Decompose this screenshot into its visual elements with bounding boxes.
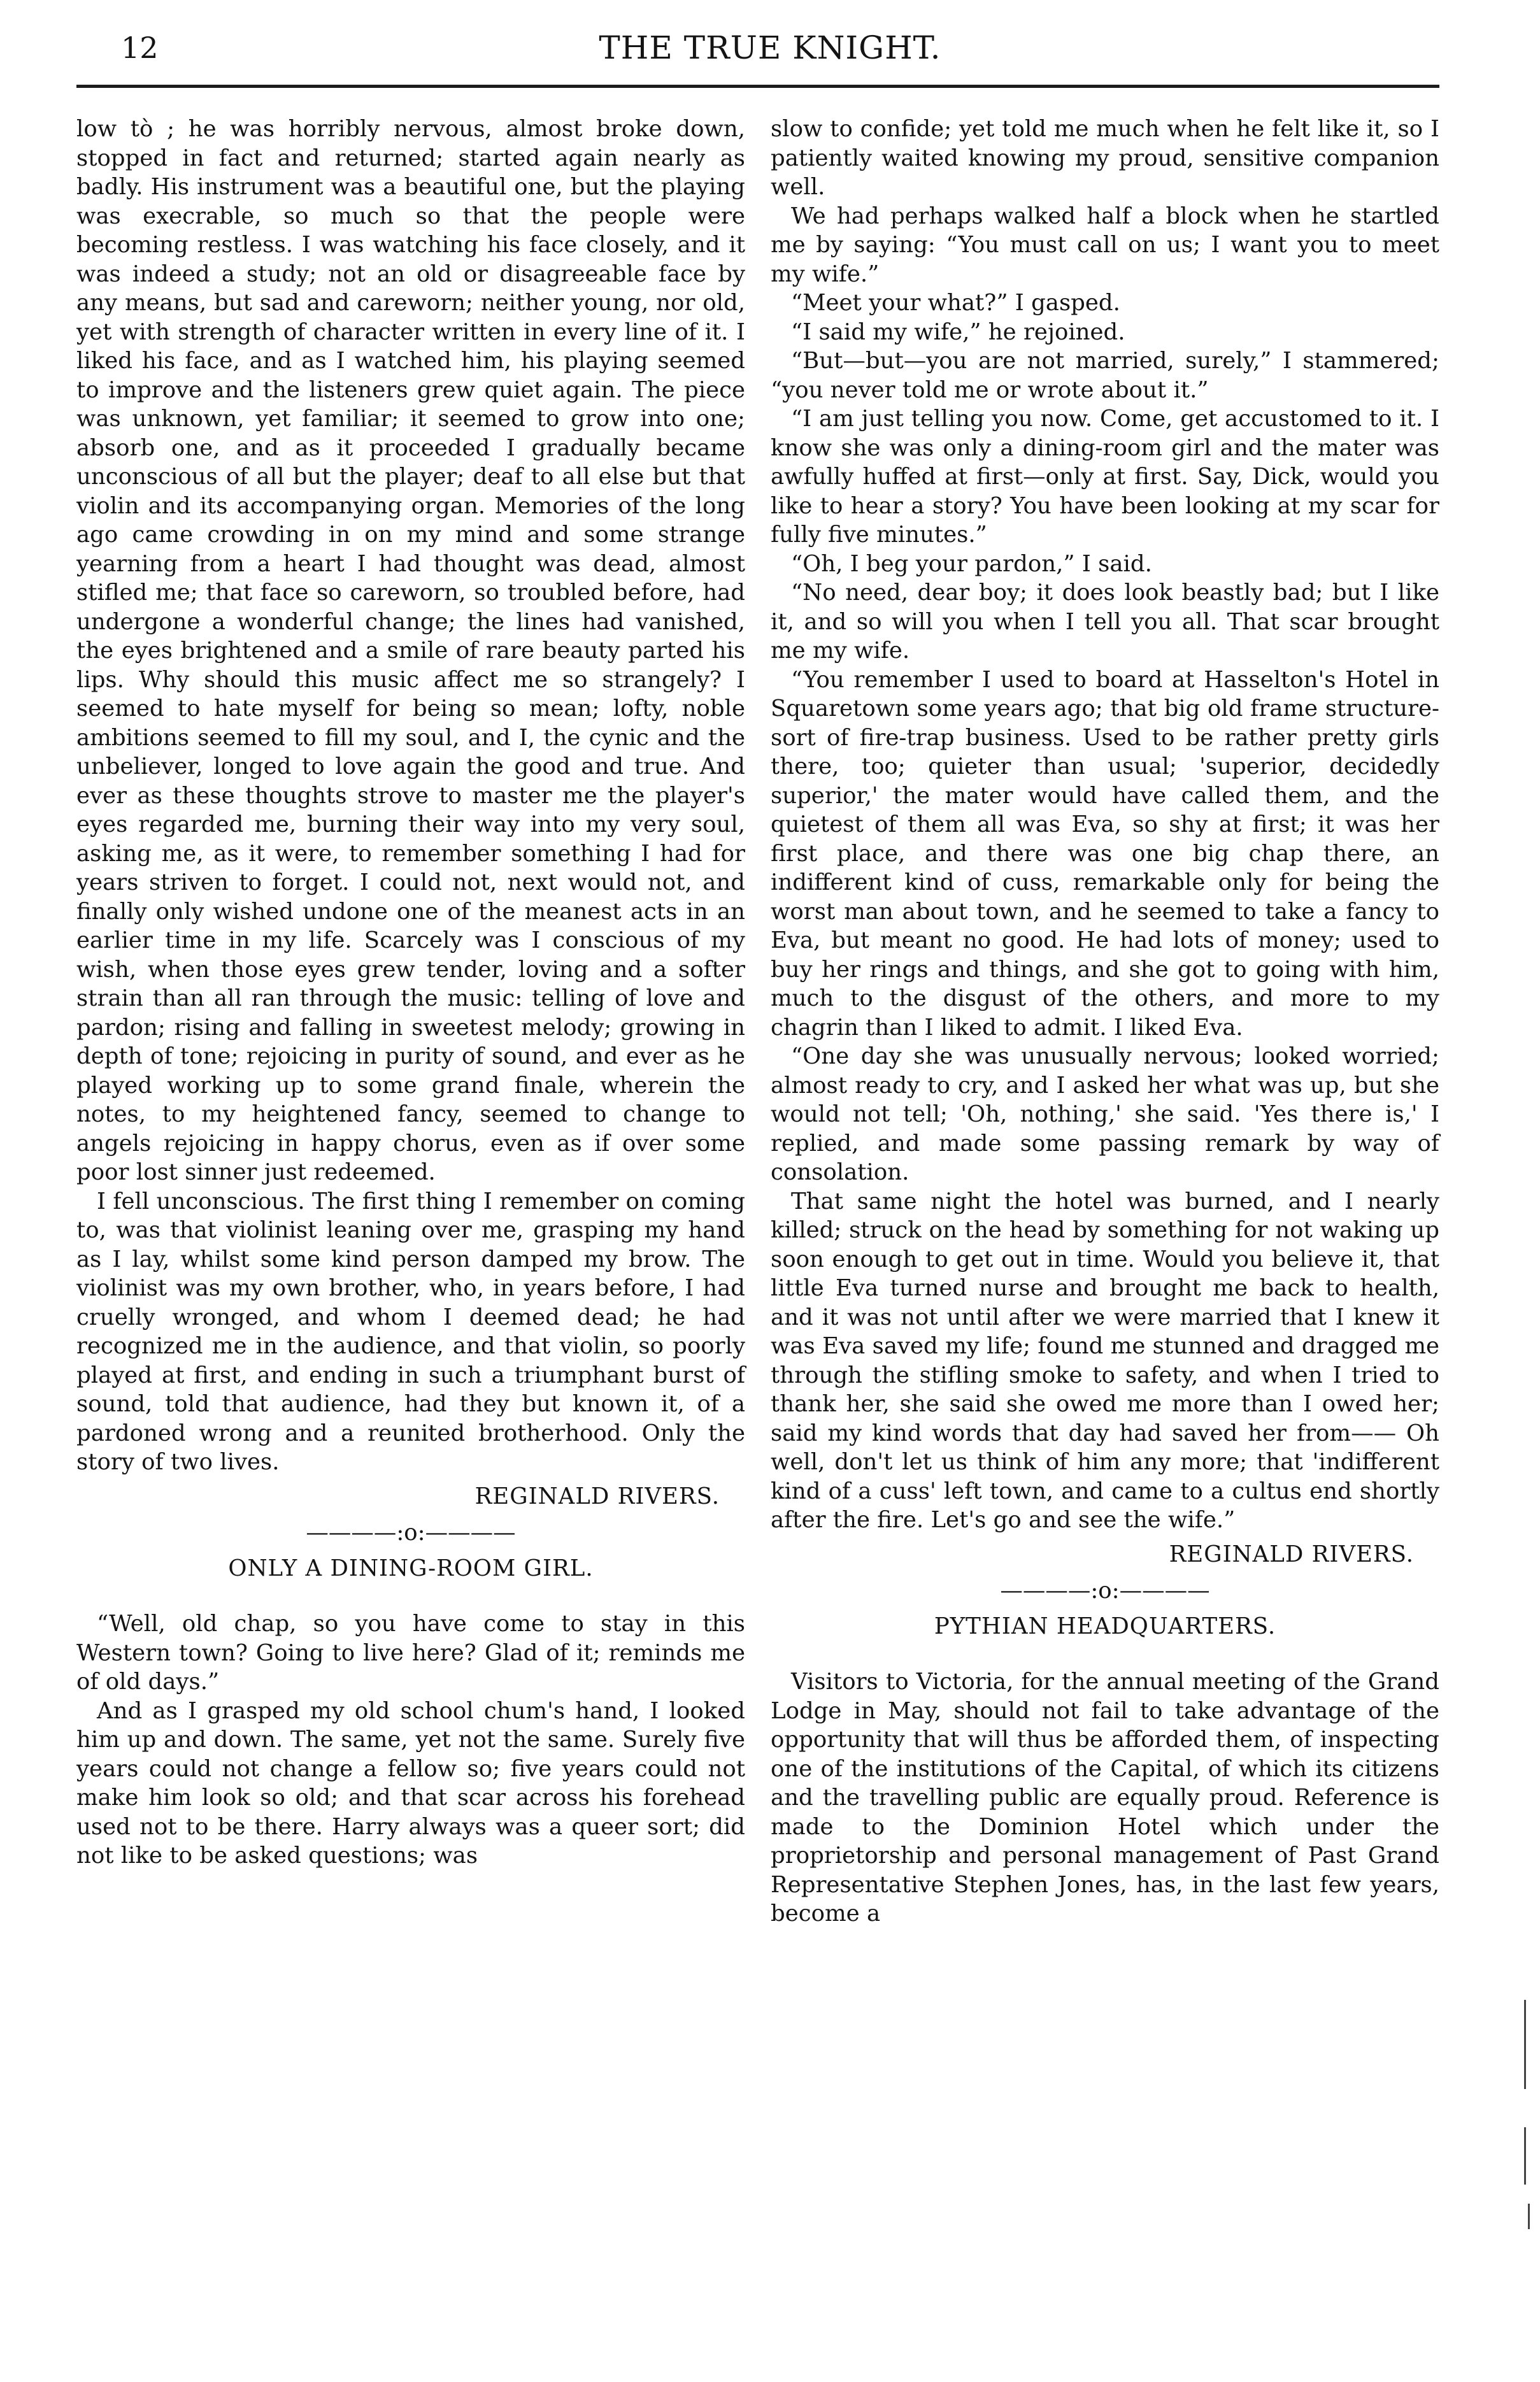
story2-paragraph: slow to confide; yet told me much when he felt like it, so I patiently waited knowing my proud, sensitive companion well. — [771, 116, 1439, 200]
story2-paragraph: And as I grasped my old school chum's hand, I looked him up and down. The same, yet not the same. Surely five years could not change a fellow so; five years could not make him look so old; and that scar across his forehead used not to be there. Harry always was a queer sort; did not like to be asked questions; was — [76, 1697, 745, 1869]
story2-paragraph: We had perhaps walked half a block when he startled me by saying: “You must call on us; I want you to meet my wife.” — [771, 203, 1439, 287]
story1-paragraph: I fell unconscious. The first thing I remember on coming to, was that violinist leaning over me, grasping my hand as I lay, whilst some kind person damped my brow. The violinist was my own brother, who, in years before, I had cruelly wronged, and whom I deemed dead; he had recognized me in the audience, and that violin, so poorly played at first, and ending in such a triumphant burst of sound, told that audience, had they but known it, of a pardoned wrong and a reunited brotherhood. Only the story of two lives. — [76, 1188, 745, 1475]
scan-edge-marks — [1519, 1974, 1538, 2331]
story2-paragraph: “I said my wife,” he rejoined. — [791, 318, 1125, 345]
section-separator — [771, 1576, 1439, 1606]
separator-text: ————:o:———— — [306, 1520, 516, 1546]
story2-paragraph: “Well, old chap, so you have come to stay in this Western town? Going to live here? Glad of it; reminds me of old days.” — [76, 1611, 745, 1695]
story2-paragraph: “But—but—you are not married, surely,” I stammered; “you never told me or wrote about it.” — [771, 348, 1439, 403]
story2-paragraph: That same night the hotel was burned, and I nearly killed; struck on the head by something for not waking up soon enough to get out in time. Would you believe it, that little Eva turned nurse and brought me back to health, and it was not until after we were married that I knew it was Eva saved my life; found me stunned and dragged me through the stifling smoke to safety, and when I tried to thank her, she said she owed me more than I owed her; said my kind words that day had saved her from—— Oh well, don't let us think of him any more; that 'indifferent kind of a cuss' left town, and came to a cultus end shortly after the fire. Let's go and see the wife.” — [771, 1188, 1439, 1533]
story2-paragraph: “No need, dear boy; it does look beastly bad; but I like it, and so will you when I tell you all. That scar brought me my wife. — [771, 580, 1439, 664]
story2-paragraph: “I am just telling you now. Come, get accustomed to it. I know she was only a dining-room girl and the mater was awfully huffed at first—only at first. Say, Dick, would you like to hear a story? You have been looking at my scar for fully five minutes.” — [771, 406, 1439, 548]
story3-title: PYTHIAN HEADQUARTERS. — [934, 1613, 1276, 1639]
scan-edge-mark — [1524, 2000, 1526, 2089]
story1-signature: REGINALD RIVERS. — [474, 1483, 720, 1509]
right-column — [771, 115, 1439, 1929]
story2-paragraph: “You remember I used to board at Hasselton's Hotel in Squaretown some years ago; that big old frame structure-sort of fire-trap business. Used to be rather pretty girls there, too; quieter than usual; 'superior, decidedly superior,' the mater would have called them, and the quietest of them all was Eva, so shy at first; it was her first place, and there was one big chap there, an indifferent kind of cuss, remarkable only for being the worst man about town, and he seemed to take a fancy to Eva, but meant no good. He had lots of money; used to buy her rings and things, and she got to going with him, much to the disgust of the others, and more to my chagrin than I liked to admit. I liked Eva. — [771, 666, 1439, 1041]
story2-title: ONLY A DINING-ROOM GIRL. — [228, 1555, 594, 1581]
scan-edge-mark — [1528, 2204, 1530, 2229]
page-number: 12 — [121, 31, 159, 65]
scan-edge-mark — [1524, 2127, 1526, 2185]
story2-signature: REGINALD RIVERS. — [1169, 1541, 1414, 1567]
running-title: THE TRUE KNIGHT. — [599, 29, 941, 66]
page-header — [0, 25, 1540, 70]
story1-paragraph: low tò ; he was horribly nervous, almost broke down, stopped in fact and returned; started again nearly as badly. His instrument was a beautiful one, but the playing was execrable, so much so that the people were becoming restless. I was watching his face closely, and it was indeed a study; not an old or disagreeable face by any means, but sad and careworn; neither young, nor old, yet with strength of character written in every line of it. I liked his face, and as I watched him, his playing seemed to improve and the listeners grew quiet again. The piece was unknown, yet familiar; it seemed to grow into one; absorb one, and as it proceeded I gradually became unconscious of all but the player; deaf to all else but that violin and its accompanying organ. Memories of the long ago came crowding in on my mind and some strange yearning from a heart I had thought was dead, almost stifled me; that face so careworn, so troubled before, had undergone a wonderful change; the lines had vanished, the eyes brightened and a smile of rare beauty parted his lips. Why should this music affect me so strangely? I seemed to hate myself for being so mean; lofty, noble ambitions seemed to fill my soul, and I, the cynic and the unbeliever, longed to love again the good and true. And ever as these thoughts strove to master me the player's eyes regarded me, burning their way into my very soul, asking me, as it were, to remember something I had for years striven to forget. I could not, next would not, and finally only wished undone one of the meanest acts in an earlier time in my life. Scarcely was I conscious of my wish, when those eyes grew tender, loving and a softer strain than all ran through the music: telling of love and pardon; rising and falling in sweetest melody; growing in depth of tone; rejoicing in purity of sound, and ever as he played working up to some grand finale, wherein the notes, to my heightened fancy, seemed to change to angels rejoicing in happy chorus, even as if over some poor lost sinner just redeemed. — [76, 116, 745, 1185]
left-column — [76, 115, 745, 1871]
story2-paragraph: “Oh, I beg your pardon,” I said. — [791, 550, 1152, 577]
story3-paragraph: Visitors to Victoria, for the annual meeting of the Grand Lodge in May, should not fail to take advantage of the opportunity that will thus be afforded them, of inspecting one of the institutions of the Capital, of which its citizens and the travelling public are equally proud. Reference is made to the Dominion Hotel which under the proprietorship and personal management of Past Grand Representative Stephen Jones, has, in the last few years, become a — [771, 1669, 1439, 1927]
story2-paragraph: “One day she was unusually nervous; looked worried; almost ready to cry, and I asked her what was up, but she would not tell; 'Oh, nothing,' she said. 'Yes there is,' I replied, and made some passing remark by way of consolation. — [771, 1043, 1439, 1185]
separator-text: ————:o:———— — [1000, 1578, 1210, 1604]
section-separator — [76, 1518, 745, 1548]
story2-paragraph: “Meet your what?” I gasped. — [791, 290, 1120, 316]
header-rule — [76, 85, 1439, 88]
